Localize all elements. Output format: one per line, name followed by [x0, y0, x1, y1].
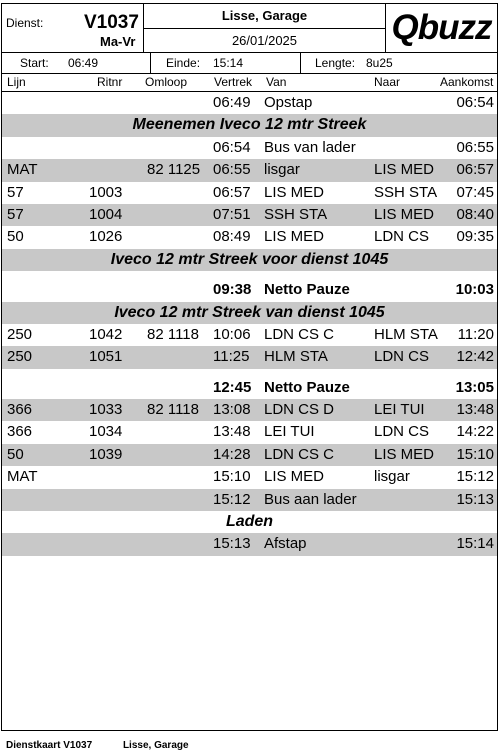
cell-van: Bus van lader — [264, 138, 356, 156]
cell-vertrek: 12:45 — [213, 378, 252, 396]
cell-ritnr: 1033 — [89, 401, 123, 419]
cell-vertrek: 10:06 — [213, 325, 251, 343]
cell-van: Opstap — [264, 94, 313, 111]
duty-card-frame — [1, 3, 498, 731]
row-spacer — [2, 271, 497, 279]
divider — [150, 53, 151, 73]
cell-vertrek: 08:49 — [213, 228, 251, 246]
cell-vertrek: 06:57 — [213, 183, 251, 201]
trip-row — [2, 137, 497, 159]
header — [2, 4, 497, 53]
days-label: Ma-Vr — [100, 34, 136, 49]
cell-ritnr: 1003 — [89, 183, 123, 201]
cell-van: HLM STA — [264, 348, 328, 366]
cell-naar: LIS MED — [374, 445, 435, 463]
cell-van: LIS MED — [264, 228, 325, 246]
trip-row — [2, 444, 497, 466]
cell-aankomst: 15:13 — [456, 490, 494, 508]
cell-lijn: MAT — [7, 468, 38, 486]
cell-lijn: 57 — [7, 183, 24, 201]
cell-naar: lisgar — [374, 468, 410, 486]
cell-aankomst: 11:20 — [457, 325, 494, 343]
dienst-box — [2, 4, 144, 52]
cell-naar: LDN CS — [374, 228, 430, 246]
pause-row — [2, 377, 497, 399]
cell-naar: LEI TUI — [374, 401, 425, 419]
col-lijn: Lijn — [7, 75, 26, 89]
length-value: 8u25 — [366, 56, 393, 70]
end-label: Einde: — [166, 56, 201, 70]
cell-ritnr: 1051 — [89, 348, 123, 366]
cell-van: LDN CS C — [264, 325, 335, 343]
cell-ritnr: 1004 — [89, 205, 123, 223]
cell-naar: LDN CS — [374, 423, 430, 441]
cell-vertrek: 15:13 — [213, 535, 251, 553]
cell-aankomst: 15:10 — [456, 445, 494, 463]
cell-vertrek: 06:55 — [213, 161, 251, 179]
col-aankomst: Aankomst — [440, 75, 494, 89]
cell-naar: LDN CS — [374, 348, 430, 366]
trip-row — [2, 159, 497, 181]
row-spacer — [2, 369, 497, 377]
footer-dienstkaart: Dienstkaart V1037 — [6, 740, 93, 751]
cell-omloop: 82 1118 — [147, 401, 199, 419]
cell-van: LIS MED — [264, 468, 325, 486]
footer — [6, 740, 217, 751]
cell-ritnr: 1042 — [89, 325, 123, 343]
schedule-rows — [2, 92, 497, 556]
cell-aankomst: 13:48 — [456, 401, 494, 419]
pause-row — [2, 279, 497, 301]
cell-aankomst: 15:14 — [456, 535, 494, 553]
cell-aankomst: 06:55 — [456, 138, 494, 156]
section-header: Iveco 12 mtr Streek van dienst 1045 — [2, 302, 497, 324]
cell-aankomst: 09:35 — [456, 228, 494, 246]
cell-aankomst: 13:05 — [455, 378, 494, 396]
times-bar — [2, 53, 497, 74]
cell-lijn: 50 — [7, 445, 24, 463]
cell-vertrek: 11:25 — [213, 348, 250, 366]
cell-vertrek: 14:28 — [213, 445, 251, 463]
trip-row — [2, 489, 497, 511]
start-label: Start: — [20, 56, 49, 70]
trip-row — [2, 466, 497, 488]
cell-lijn: 366 — [7, 401, 33, 419]
trip-row — [2, 92, 497, 114]
cell-vertrek: 06:54 — [213, 138, 251, 156]
cell-aankomst: 15:12 — [456, 468, 494, 486]
cell-van: Afstap — [264, 535, 307, 553]
cell-lijn: 50 — [7, 228, 24, 246]
cell-aankomst: 06:57 — [456, 161, 494, 179]
cell-aankomst: 08:40 — [456, 205, 494, 223]
location: Lisse, Garage — [144, 4, 386, 29]
cell-ritnr: 1026 — [89, 228, 123, 246]
cell-ritnr: 1039 — [89, 445, 123, 463]
cell-aankomst: 06:54 — [456, 94, 494, 111]
cell-omloop: 82 1125 — [147, 161, 201, 179]
cell-van: LEI TUI — [264, 423, 315, 441]
cell-naar: LIS MED — [374, 161, 435, 179]
cell-lijn: 366 — [7, 423, 33, 441]
cell-vertrek: 13:48 — [213, 423, 251, 441]
cell-naar: LIS MED — [374, 205, 435, 223]
cell-lijn: 250 — [7, 348, 33, 366]
col-van: Van — [266, 75, 287, 89]
cell-naar: SSH STA — [374, 183, 438, 201]
date: 26/01/2025 — [144, 29, 386, 52]
cell-lijn: 250 — [7, 325, 33, 343]
dienst-label: Dienst: — [6, 16, 44, 30]
cell-aankomst: 14:22 — [456, 423, 494, 441]
trip-row — [2, 421, 497, 443]
cell-van: LIS MED — [264, 183, 325, 201]
trip-row — [2, 324, 497, 346]
cell-naar: HLM STA — [374, 325, 438, 343]
col-naar: Naar — [374, 75, 401, 89]
cell-omloop: 82 1118 — [147, 325, 199, 343]
trip-row — [2, 399, 497, 421]
col-ritnr: Ritnr — [97, 75, 123, 89]
section-header: Iveco 12 mtr Streek voor dienst 1045 — [2, 249, 497, 271]
cell-lijn: MAT — [7, 161, 38, 179]
divider — [300, 53, 301, 73]
cell-lijn: 57 — [7, 205, 24, 223]
section-header: Meenemen Iveco 12 mtr Streek — [2, 114, 497, 136]
cell-vertrek: 07:51 — [213, 205, 251, 223]
cell-van: SSH STA — [264, 205, 328, 223]
cell-aankomst: 10:03 — [455, 281, 494, 299]
cell-van: Netto Pauze — [264, 281, 350, 299]
trip-row — [2, 226, 497, 248]
cell-van: LDN CS D — [264, 401, 335, 419]
col-vertrek: Vertrek — [214, 75, 253, 89]
qbuzz-logo: Qbuzz — [391, 8, 492, 47]
cell-vertrek: 09:38 — [213, 281, 252, 299]
cell-vertrek: 15:12 — [213, 490, 251, 508]
cell-van: lisgar — [264, 161, 300, 179]
cell-vertrek: 15:10 — [213, 468, 251, 486]
section-header: Laden — [225, 513, 274, 531]
cell-aankomst: 07:45 — [456, 183, 494, 201]
col-omloop: Omloop — [145, 75, 188, 89]
column-header — [2, 74, 497, 92]
trip-row — [2, 182, 497, 204]
cell-van: Netto Pauze — [264, 378, 350, 396]
length-label: Lengte: — [315, 56, 356, 70]
cell-vertrek: 13:08 — [213, 401, 251, 419]
cell-vertrek: 06:49 — [213, 94, 251, 111]
footer-location: Lisse, Garage — [122, 740, 189, 751]
cell-aankomst: 12:42 — [456, 348, 494, 366]
end-value: 15:14 — [213, 56, 244, 70]
dienst-number: V1037 — [84, 12, 139, 33]
start-value: 06:49 — [68, 56, 99, 70]
trip-row — [2, 533, 497, 555]
cell-van: LDN CS C — [264, 445, 335, 463]
trip-row — [2, 204, 497, 226]
cell-ritnr: 1034 — [89, 423, 123, 441]
trip-row — [2, 346, 497, 368]
cell-van: Bus aan lader — [264, 490, 357, 508]
